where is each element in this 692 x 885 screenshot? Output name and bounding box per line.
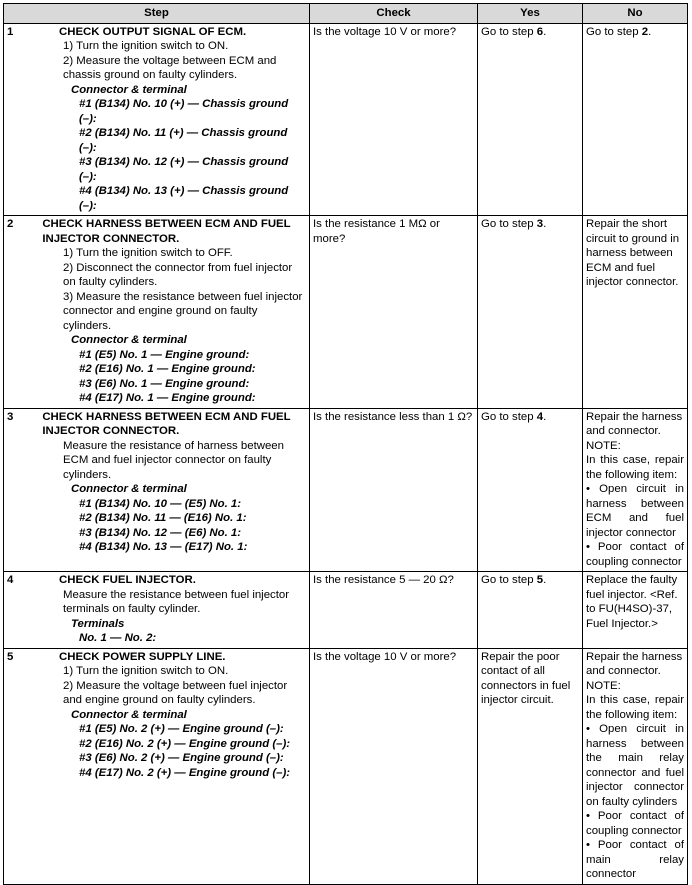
yes-step-ref[interactable]: 4: [536, 410, 544, 423]
step-instruction: 2) Measure the voltage between ECM and chassis ground on faulty cylinders.: [63, 54, 277, 81]
step-instruction: 1) Turn the ignition switch to ON.: [63, 40, 229, 52]
header-check: Check: [310, 4, 478, 24]
terminal-line: #1 (E5) No. 2 (+) — Engine ground (–):: [79, 723, 284, 735]
step-cell: [4, 408, 310, 572]
terminal-line: #3 (E6) No. 1 — Engine ground:: [79, 377, 250, 390]
terminal-line: #3 (E6) No. 2 (+) — Engine ground (–):: [79, 752, 284, 764]
note-text: In this case, repair the following item:: [586, 454, 684, 481]
no-cell: Replace the faulty fuel injector. <Ref. to FU(H4SO)-37, Fuel Injector.>: [583, 572, 688, 649]
yes-cell: Repair the poor contact of all connectors in fuel injector circuit.: [478, 648, 583, 884]
step-instruction: 2) Measure the voltage between fuel injector and engine ground on faulty cylinders.: [63, 679, 288, 706]
check-cell: Is the resistance less than 1 Ω?: [310, 408, 478, 572]
no-cell: Repair the short circuit to ground in harness between ECM and fuel injector connector.: [583, 216, 688, 409]
note-bullet: • Open circuit in harness between the main relay connector and fuel injector connector on faulty cylinders: [586, 723, 684, 808]
step-cell: [4, 572, 310, 649]
header-step: Step: [4, 4, 310, 24]
step-cell: [4, 648, 310, 884]
header-yes: Yes: [478, 4, 583, 24]
terminal-line: #4 (B134) No. 13 (+) — Chassis ground (–):: [79, 185, 289, 212]
step-title: CHECK OUTPUT SIGNAL OF ECM.: [59, 25, 247, 38]
no-text: Repair the harness and connector.: [586, 410, 683, 437]
terminal-line: #2 (E16) No. 2 (+) — Engine ground (–):: [79, 737, 291, 750]
step-title: CHECK HARNESS BETWEEN ECM AND FUEL INJECTOR CONNECTOR.: [42, 218, 291, 245]
table-row: [4, 216, 688, 409]
note-bullet: • Open circuit in harness between ECM and fuel injector connector: [586, 483, 684, 539]
check-cell: Is the voltage 10 V or more?: [310, 23, 478, 216]
header-no: No: [583, 4, 688, 24]
note-label: NOTE:: [586, 439, 621, 452]
step-instruction: 2) Disconnect the connector from fuel injector on faulty cylinders.: [63, 261, 293, 288]
table-row: [4, 572, 688, 649]
table-row: [4, 648, 688, 884]
note-bullet: • Poor contact of coupling connector: [586, 810, 684, 837]
terminal-line: #2 (E16) No. 1 — Engine ground:: [79, 363, 256, 375]
yes-cell: Go to step 5.: [478, 572, 583, 649]
terminal-line: #4 (E17) No. 2 (+) — Engine ground (–):: [79, 766, 291, 779]
no-step-ref[interactable]: 2: [641, 25, 649, 38]
check-cell: Is the resistance 1 MΩ or more?: [310, 216, 478, 409]
step-title: CHECK FUEL INJECTOR.: [59, 574, 196, 586]
step-cell: [4, 23, 310, 216]
yes-cell: Go to step 3.: [478, 216, 583, 409]
connector-heading: Connector & terminal: [71, 708, 187, 721]
note-label: NOTE:: [586, 679, 621, 692]
note-bullet: • Poor contact of main relay connector: [586, 839, 684, 880]
connector-heading: Connector & terminal: [71, 83, 187, 96]
step-instruction: 1) Turn the ignition switch to ON.: [63, 665, 229, 677]
terminal-line: #4 (E17) No. 1 — Engine ground:: [79, 392, 256, 404]
table-row: [4, 23, 688, 216]
terminal-line: #3 (B134) No. 12 (+) — Chassis ground (–):: [79, 156, 289, 183]
connector-heading: Connector & terminal: [71, 483, 187, 495]
terminal-line: #3 (B134) No. 12 — (E6) No. 1:: [79, 526, 242, 539]
step-instruction: Measure the resistance of harness between ECM and fuel injector connector on faulty cylinders.: [63, 439, 284, 481]
terminal-line: No. 1 — No. 2:: [79, 632, 157, 644]
terminal-line: #1 (E5) No. 1 — Engine ground:: [79, 348, 250, 361]
no-cell: [583, 648, 688, 884]
terminal-line: #1 (B134) No. 10 — (E5) No. 1:: [79, 497, 242, 510]
no-cell: [583, 408, 688, 572]
check-cell: Is the voltage 10 V or more?: [310, 648, 478, 884]
terminal-line: #4 (B134) No. 13 — (E17) No. 1:: [79, 541, 248, 553]
terminal-line: #2 (B134) No. 11 — (E16) No. 1:: [79, 512, 247, 524]
step-instruction: 1) Turn the ignition switch to OFF.: [63, 247, 233, 259]
step-number: 2: [7, 218, 14, 230]
step-cell: [4, 216, 310, 409]
yes-step-ref[interactable]: 3: [536, 218, 544, 230]
step-instruction: 3) Measure the resistance between fuel injector connector and engine ground on faulty cylinders.: [63, 290, 303, 332]
no-cell: Go to step 2.: [583, 23, 688, 216]
diagnostic-table: [3, 3, 688, 885]
yes-cell: Go to step 4.: [478, 408, 583, 572]
step-title: CHECK POWER SUPPLY LINE.: [59, 650, 226, 663]
step-number: 1: [7, 25, 14, 38]
step-instruction: Measure the resistance between fuel injector terminals on faulty cylinder.: [63, 588, 290, 615]
yes-cell: Go to step 6.: [478, 23, 583, 216]
terminals-heading: Terminals: [71, 617, 125, 630]
step-number: 3: [7, 410, 14, 423]
table-header-row: [4, 4, 688, 24]
connector-heading: Connector & terminal: [71, 334, 187, 346]
terminal-line: #1 (B134) No. 10 (+) — Chassis ground (–):: [79, 98, 289, 125]
note-text: In this case, repair the following item:: [586, 694, 684, 721]
check-cell: Is the resistance 5 — 20 Ω?: [310, 572, 478, 649]
step-title: CHECK HARNESS BETWEEN ECM AND FUEL INJECTOR CONNECTOR.: [42, 410, 291, 437]
note-bullet: • Poor contact of coupling connector: [586, 541, 684, 568]
yes-step-ref[interactable]: 5: [536, 574, 544, 586]
table-row: [4, 408, 688, 572]
no-text: Repair the harness and connector.: [586, 650, 683, 677]
step-number: 4: [7, 574, 14, 586]
step-number: 5: [7, 650, 14, 663]
yes-step-ref[interactable]: 6: [536, 25, 544, 38]
terminal-line: #2 (B134) No. 11 (+) — Chassis ground (–):: [79, 127, 288, 154]
